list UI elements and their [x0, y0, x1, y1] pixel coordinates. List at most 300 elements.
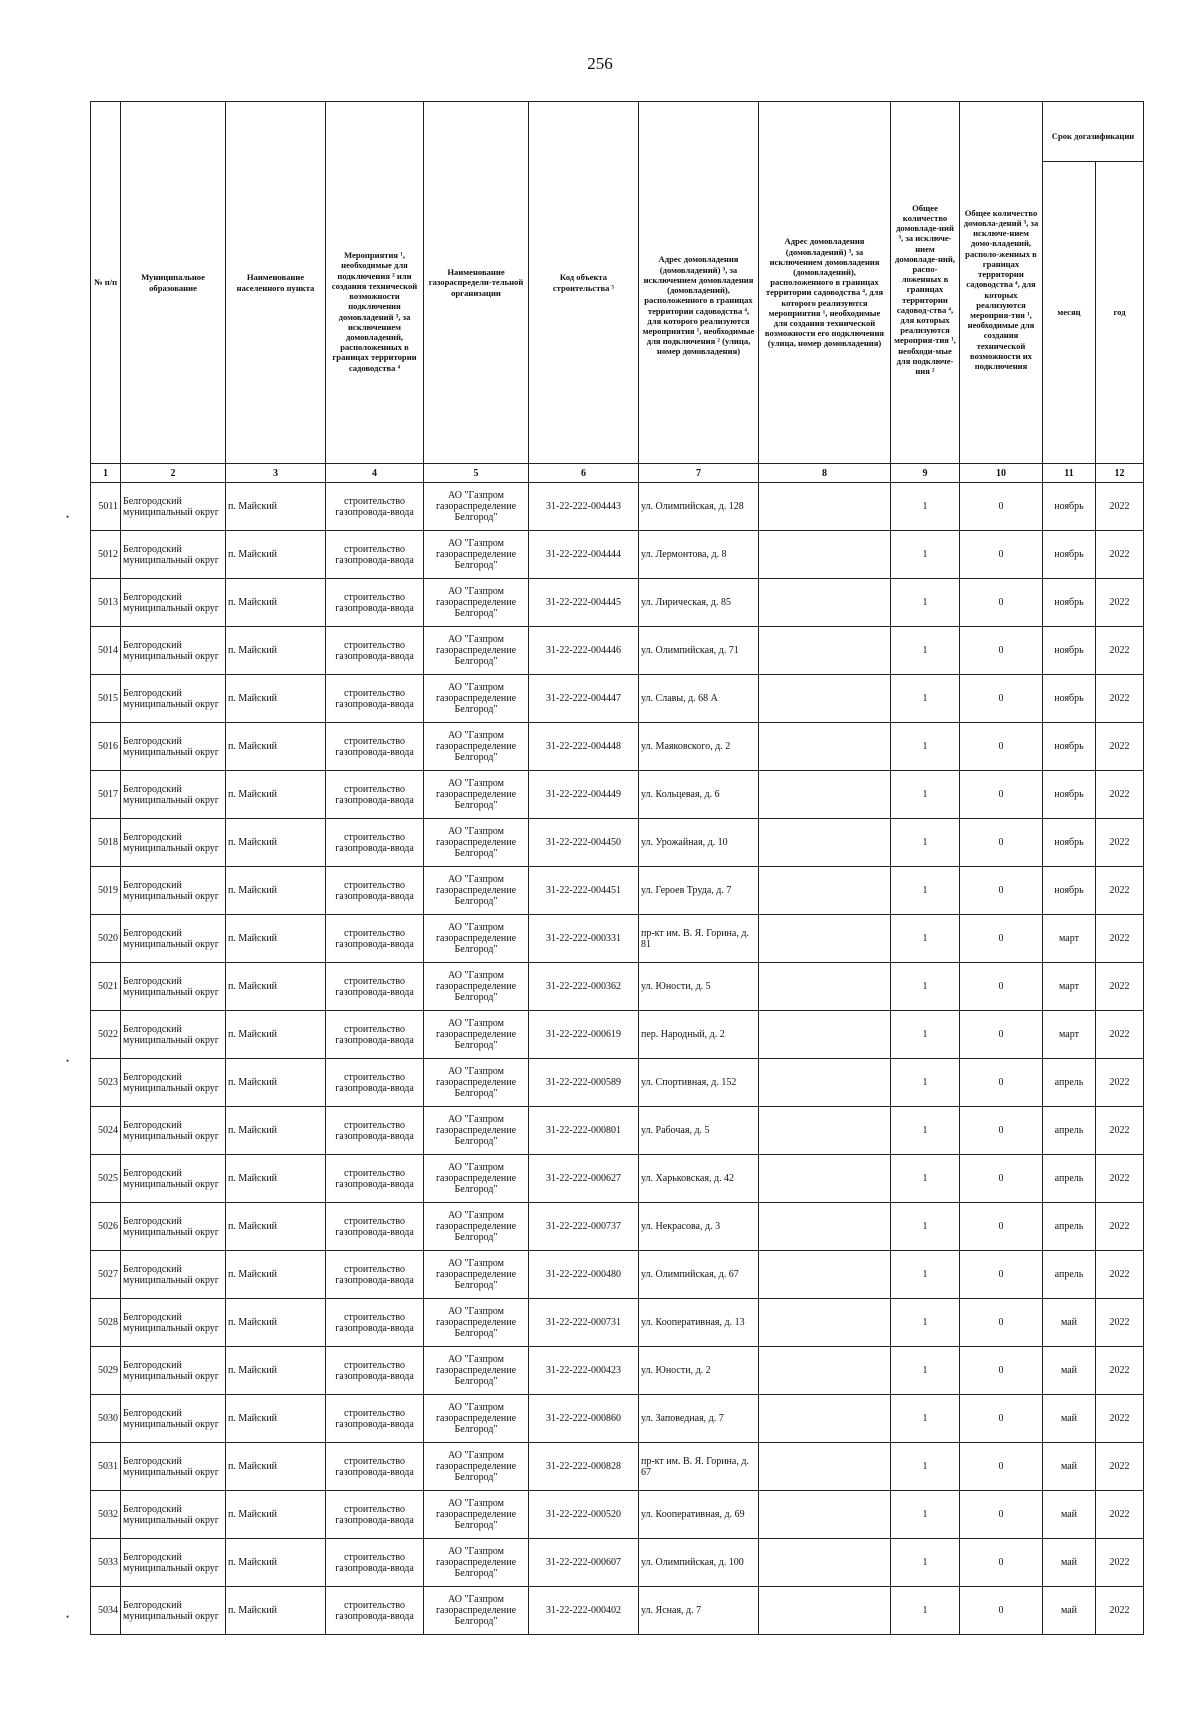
object-code-cell: 31-22-222-000737 — [529, 1203, 639, 1251]
object-code-cell: 31-22-222-004446 — [529, 627, 639, 675]
column-number: 10 — [960, 464, 1043, 483]
measure-cell: строительство газопровода-ввода — [326, 819, 424, 867]
settlement-cell: п. Майский — [226, 819, 326, 867]
settlement-cell: п. Майский — [226, 531, 326, 579]
count-connect-cell: 1 — [891, 1299, 960, 1347]
column-number: 4 — [326, 464, 424, 483]
municipality-cell: Белгородский муниципальный округ — [121, 627, 226, 675]
row-number: 5027 — [91, 1251, 121, 1299]
column-number: 7 — [639, 464, 759, 483]
address-connect-cell: ул. Юности, д. 2 — [639, 1347, 759, 1395]
measure-cell: строительство газопровода-ввода — [326, 963, 424, 1011]
municipality-cell: Белгородский муниципальный округ — [121, 771, 226, 819]
table-row — [91, 627, 1144, 675]
measure-cell: строительство газопровода-ввода — [326, 483, 424, 531]
object-code-cell: 31-22-222-000828 — [529, 1443, 639, 1491]
month-cell: март — [1043, 1011, 1096, 1059]
count-tech-cell: 0 — [960, 579, 1043, 627]
count-tech-cell: 0 — [960, 1299, 1043, 1347]
table-row — [91, 1011, 1144, 1059]
count-tech-cell: 0 — [960, 1251, 1043, 1299]
year-cell: 2022 — [1096, 1155, 1144, 1203]
measure-cell: строительство газопровода-ввода — [326, 1251, 424, 1299]
measure-cell: строительство газопровода-ввода — [326, 771, 424, 819]
settlement-cell: п. Майский — [226, 675, 326, 723]
settlement-cell: п. Майский — [226, 1347, 326, 1395]
address-connect-cell: ул. Олимпийская, д. 67 — [639, 1251, 759, 1299]
address-tech-cell — [759, 867, 891, 915]
month-cell: апрель — [1043, 1251, 1096, 1299]
settlement-cell: п. Майский — [226, 1059, 326, 1107]
settlement-cell: п. Майский — [226, 483, 326, 531]
address-connect-cell: пр-кт им. В. Я. Горина, д. 67 — [639, 1443, 759, 1491]
row-number: 5020 — [91, 915, 121, 963]
count-connect-cell: 1 — [891, 1587, 960, 1635]
gasification-table — [90, 101, 1144, 1635]
settlement-cell: п. Майский — [226, 915, 326, 963]
address-connect-cell: ул. Юности, д. 5 — [639, 963, 759, 1011]
month-cell: ноябрь — [1043, 771, 1096, 819]
margin-mark: • — [66, 1056, 70, 1066]
count-connect-cell: 1 — [891, 675, 960, 723]
page-number: 256 — [587, 54, 613, 73]
object-code-cell: 31-22-222-000362 — [529, 963, 639, 1011]
count-tech-cell: 0 — [960, 915, 1043, 963]
year-cell: 2022 — [1096, 1251, 1144, 1299]
object-code-cell: 31-22-222-004448 — [529, 723, 639, 771]
count-connect-cell: 1 — [891, 819, 960, 867]
count-connect-cell: 1 — [891, 1011, 960, 1059]
gas-org-cell: АО "Газпром газораспределение Белгород" — [424, 1299, 529, 1347]
object-code-cell: 31-22-222-004447 — [529, 675, 639, 723]
table-row — [91, 1251, 1144, 1299]
month-cell: март — [1043, 915, 1096, 963]
measure-cell: строительство газопровода-ввода — [326, 1587, 424, 1635]
year-cell: 2022 — [1096, 1491, 1144, 1539]
measure-cell: строительство газопровода-ввода — [326, 915, 424, 963]
row-number: 5024 — [91, 1107, 121, 1155]
gas-org-cell: АО "Газпром газораспределение Белгород" — [424, 531, 529, 579]
count-tech-cell: 0 — [960, 1155, 1043, 1203]
address-tech-cell — [759, 1443, 891, 1491]
gas-org-cell: АО "Газпром газораспределение Белгород" — [424, 1587, 529, 1635]
month-cell: май — [1043, 1491, 1096, 1539]
header-municipality: Муниципальное образование — [121, 102, 226, 464]
municipality-cell: Белгородский муниципальный округ — [121, 1059, 226, 1107]
count-connect-cell: 1 — [891, 963, 960, 1011]
address-tech-cell — [759, 483, 891, 531]
gas-org-cell: АО "Газпром газораспределение Белгород" — [424, 819, 529, 867]
header-settlement: Наименование населенного пункта — [226, 102, 326, 464]
settlement-cell: п. Майский — [226, 627, 326, 675]
month-cell: апрель — [1043, 1203, 1096, 1251]
row-number: 5015 — [91, 675, 121, 723]
month-cell: апрель — [1043, 1059, 1096, 1107]
year-cell: 2022 — [1096, 1443, 1144, 1491]
column-number: 1 — [91, 464, 121, 483]
settlement-cell: п. Майский — [226, 771, 326, 819]
header-gas-org: Наименование газораспредели-тельной организации — [424, 102, 529, 464]
gas-org-cell: АО "Газпром газораспределение Белгород" — [424, 1011, 529, 1059]
row-number: 5025 — [91, 1155, 121, 1203]
count-tech-cell: 0 — [960, 531, 1043, 579]
measure-cell: строительство газопровода-ввода — [326, 1107, 424, 1155]
address-tech-cell — [759, 675, 891, 723]
table-row — [91, 723, 1144, 771]
settlement-cell: п. Майский — [226, 1587, 326, 1635]
count-connect-cell: 1 — [891, 915, 960, 963]
settlement-cell: п. Майский — [226, 1251, 326, 1299]
measure-cell: строительство газопровода-ввода — [326, 867, 424, 915]
measure-cell: строительство газопровода-ввода — [326, 627, 424, 675]
count-connect-cell: 1 — [891, 1251, 960, 1299]
month-cell: май — [1043, 1443, 1096, 1491]
row-number: 5022 — [91, 1011, 121, 1059]
settlement-cell: п. Майский — [226, 1107, 326, 1155]
table-row — [91, 1347, 1144, 1395]
municipality-cell: Белгородский муниципальный округ — [121, 1155, 226, 1203]
row-number: 5019 — [91, 867, 121, 915]
object-code-cell: 31-22-222-000607 — [529, 1539, 639, 1587]
settlement-cell: п. Майский — [226, 1443, 326, 1491]
year-cell: 2022 — [1096, 675, 1144, 723]
table-row — [91, 1203, 1144, 1251]
settlement-cell: п. Майский — [226, 1011, 326, 1059]
object-code-cell: 31-22-222-000619 — [529, 1011, 639, 1059]
measure-cell: строительство газопровода-ввода — [326, 675, 424, 723]
year-cell: 2022 — [1096, 579, 1144, 627]
count-tech-cell: 0 — [960, 1011, 1043, 1059]
address-connect-cell: ул. Олимпийская, д. 128 — [639, 483, 759, 531]
measure-cell: строительство газопровода-ввода — [326, 1011, 424, 1059]
municipality-cell: Белгородский муниципальный округ — [121, 963, 226, 1011]
count-connect-cell: 1 — [891, 1155, 960, 1203]
address-tech-cell — [759, 531, 891, 579]
month-cell: ноябрь — [1043, 483, 1096, 531]
settlement-cell: п. Майский — [226, 1203, 326, 1251]
row-number: 5012 — [91, 531, 121, 579]
address-tech-cell — [759, 1539, 891, 1587]
gas-org-cell: АО "Газпром газораспределение Белгород" — [424, 915, 529, 963]
gas-org-cell: АО "Газпром газораспределение Белгород" — [424, 723, 529, 771]
gas-org-cell: АО "Газпром газораспределение Белгород" — [424, 483, 529, 531]
gas-org-cell: АО "Газпром газораспределение Белгород" — [424, 867, 529, 915]
count-connect-cell: 1 — [891, 771, 960, 819]
row-number: 5011 — [91, 483, 121, 531]
row-number: 5013 — [91, 579, 121, 627]
object-code-cell: 31-22-222-004450 — [529, 819, 639, 867]
address-connect-cell: ул. Лирическая, д. 85 — [639, 579, 759, 627]
address-connect-cell: пр-кт им. В. Я. Горина, д. 81 — [639, 915, 759, 963]
municipality-cell: Белгородский муниципальный округ — [121, 1347, 226, 1395]
month-cell: ноябрь — [1043, 579, 1096, 627]
object-code-cell: 31-22-222-000331 — [529, 915, 639, 963]
measure-cell: строительство газопровода-ввода — [326, 1347, 424, 1395]
table-row — [91, 483, 1144, 531]
gas-org-cell: АО "Газпром газораспределение Белгород" — [424, 1491, 529, 1539]
row-number: 5028 — [91, 1299, 121, 1347]
year-cell: 2022 — [1096, 963, 1144, 1011]
count-tech-cell: 0 — [960, 627, 1043, 675]
municipality-cell: Белгородский муниципальный округ — [121, 1011, 226, 1059]
settlement-cell: п. Майский — [226, 579, 326, 627]
count-connect-cell: 1 — [891, 1395, 960, 1443]
table-row — [91, 1059, 1144, 1107]
municipality-cell: Белгородский муниципальный округ — [121, 1539, 226, 1587]
municipality-cell: Белгородский муниципальный округ — [121, 819, 226, 867]
municipality-cell: Белгородский муниципальный округ — [121, 1443, 226, 1491]
gas-org-cell: АО "Газпром газораспределение Белгород" — [424, 1539, 529, 1587]
measure-cell: строительство газопровода-ввода — [326, 1059, 424, 1107]
address-connect-cell: ул. Лермонтова, д. 8 — [639, 531, 759, 579]
municipality-cell: Белгородский муниципальный округ — [121, 531, 226, 579]
month-cell: ноябрь — [1043, 531, 1096, 579]
object-code-cell: 31-22-222-004443 — [529, 483, 639, 531]
year-cell: 2022 — [1096, 1299, 1144, 1347]
municipality-cell: Белгородский муниципальный округ — [121, 1203, 226, 1251]
gas-org-cell: АО "Газпром газораспределение Белгород" — [424, 963, 529, 1011]
count-connect-cell: 1 — [891, 1443, 960, 1491]
address-tech-cell — [759, 1491, 891, 1539]
address-connect-cell: ул. Кооперативная, д. 69 — [639, 1491, 759, 1539]
object-code-cell: 31-22-222-000520 — [529, 1491, 639, 1539]
object-code-cell: 31-22-222-000480 — [529, 1251, 639, 1299]
measure-cell: строительство газопровода-ввода — [326, 531, 424, 579]
municipality-cell: Белгородский муниципальный округ — [121, 579, 226, 627]
margin-mark: • — [66, 1612, 70, 1622]
row-number: 5026 — [91, 1203, 121, 1251]
column-number: 6 — [529, 464, 639, 483]
header-year: год — [1096, 162, 1144, 464]
address-connect-cell: ул. Маяковского, д. 2 — [639, 723, 759, 771]
municipality-cell: Белгородский муниципальный округ — [121, 1251, 226, 1299]
table-row — [91, 1587, 1144, 1635]
address-tech-cell — [759, 723, 891, 771]
municipality-cell: Белгородский муниципальный округ — [121, 1299, 226, 1347]
object-code-cell: 31-22-222-000860 — [529, 1395, 639, 1443]
row-number: 5030 — [91, 1395, 121, 1443]
address-tech-cell — [759, 963, 891, 1011]
measure-cell: строительство газопровода-ввода — [326, 1395, 424, 1443]
table-row — [91, 963, 1144, 1011]
gas-org-cell: АО "Газпром газораспределение Белгород" — [424, 1251, 529, 1299]
count-connect-cell: 1 — [891, 579, 960, 627]
year-cell: 2022 — [1096, 1587, 1144, 1635]
address-tech-cell — [759, 1395, 891, 1443]
year-cell: 2022 — [1096, 915, 1144, 963]
count-tech-cell: 0 — [960, 819, 1043, 867]
address-tech-cell — [759, 1059, 891, 1107]
row-number: 5029 — [91, 1347, 121, 1395]
month-cell: май — [1043, 1395, 1096, 1443]
measure-cell: строительство газопровода-ввода — [326, 579, 424, 627]
gas-org-cell: АО "Газпром газораспределение Белгород" — [424, 675, 529, 723]
address-connect-cell: ул. Спортивная, д. 152 — [639, 1059, 759, 1107]
object-code-cell: 31-22-222-000589 — [529, 1059, 639, 1107]
settlement-cell: п. Майский — [226, 1299, 326, 1347]
year-cell: 2022 — [1096, 867, 1144, 915]
address-connect-cell: ул. Некрасова, д. 3 — [639, 1203, 759, 1251]
count-tech-cell: 0 — [960, 771, 1043, 819]
table-row — [91, 867, 1144, 915]
settlement-cell: п. Майский — [226, 963, 326, 1011]
gas-org-cell: АО "Газпром газораспределение Белгород" — [424, 1155, 529, 1203]
gas-org-cell: АО "Газпром газораспределение Белгород" — [424, 627, 529, 675]
row-number: 5014 — [91, 627, 121, 675]
header-month: месяц — [1043, 162, 1096, 464]
row-number: 5031 — [91, 1443, 121, 1491]
address-connect-cell: пер. Народный, д. 2 — [639, 1011, 759, 1059]
measure-cell: строительство газопровода-ввода — [326, 1443, 424, 1491]
object-code-cell: 31-22-222-000423 — [529, 1347, 639, 1395]
month-cell: апрель — [1043, 1155, 1096, 1203]
count-tech-cell: 0 — [960, 483, 1043, 531]
object-code-cell: 31-22-222-000627 — [529, 1155, 639, 1203]
month-cell: апрель — [1043, 1107, 1096, 1155]
address-tech-cell — [759, 771, 891, 819]
row-number: 5032 — [91, 1491, 121, 1539]
year-cell: 2022 — [1096, 1011, 1144, 1059]
count-connect-cell: 1 — [891, 531, 960, 579]
address-tech-cell — [759, 1107, 891, 1155]
count-tech-cell: 0 — [960, 1203, 1043, 1251]
address-tech-cell — [759, 1155, 891, 1203]
municipality-cell: Белгородский муниципальный округ — [121, 675, 226, 723]
gas-org-cell: АО "Газпром газораспределение Белгород" — [424, 1059, 529, 1107]
column-number: 5 — [424, 464, 529, 483]
address-tech-cell — [759, 1587, 891, 1635]
object-code-cell: 31-22-222-000402 — [529, 1587, 639, 1635]
address-connect-cell: ул. Славы, д. 68 А — [639, 675, 759, 723]
month-cell: ноябрь — [1043, 627, 1096, 675]
count-connect-cell: 1 — [891, 1107, 960, 1155]
measure-cell: строительство газопровода-ввода — [326, 1299, 424, 1347]
month-cell: май — [1043, 1299, 1096, 1347]
count-tech-cell: 0 — [960, 1347, 1043, 1395]
column-number: 9 — [891, 464, 960, 483]
object-code-cell: 31-22-222-000731 — [529, 1299, 639, 1347]
table-row — [91, 531, 1144, 579]
table-row — [91, 675, 1144, 723]
table-row — [91, 1155, 1144, 1203]
month-cell: ноябрь — [1043, 819, 1096, 867]
table-row — [91, 819, 1144, 867]
year-cell: 2022 — [1096, 819, 1144, 867]
address-tech-cell — [759, 1251, 891, 1299]
object-code-cell: 31-22-222-000801 — [529, 1107, 639, 1155]
measure-cell: строительство газопровода-ввода — [326, 1539, 424, 1587]
row-number: 5016 — [91, 723, 121, 771]
count-tech-cell: 0 — [960, 1587, 1043, 1635]
row-number: 5018 — [91, 819, 121, 867]
address-tech-cell — [759, 579, 891, 627]
year-cell: 2022 — [1096, 483, 1144, 531]
header-deadline: Срок догазификации — [1043, 102, 1144, 162]
settlement-cell: п. Майский — [226, 1491, 326, 1539]
year-cell: 2022 — [1096, 1539, 1144, 1587]
address-tech-cell — [759, 1299, 891, 1347]
address-tech-cell — [759, 915, 891, 963]
column-number: 12 — [1096, 464, 1144, 483]
column-number: 2 — [121, 464, 226, 483]
gas-org-cell: АО "Газпром газораспределение Белгород" — [424, 1395, 529, 1443]
measure-cell: строительство газопровода-ввода — [326, 1203, 424, 1251]
gas-org-cell: АО "Газпром газораспределение Белгород" — [424, 1347, 529, 1395]
object-code-cell: 31-22-222-004451 — [529, 867, 639, 915]
header-count-connect: Общее количество домовладе-ний ³, за исключе-нием домовладе-ний, распо-ложенных в границах территории садовод-ства ⁴, для которых реализуются мероприя-тия ¹, необходи-мые для подключе-ния ² — [891, 102, 960, 464]
table-row — [91, 1443, 1144, 1491]
address-tech-cell — [759, 1347, 891, 1395]
address-connect-cell: ул. Рабочая, д. 5 — [639, 1107, 759, 1155]
column-number: 3 — [226, 464, 326, 483]
count-tech-cell: 0 — [960, 963, 1043, 1011]
row-number: 5034 — [91, 1587, 121, 1635]
column-number: 8 — [759, 464, 891, 483]
count-connect-cell: 1 — [891, 1347, 960, 1395]
count-tech-cell: 0 — [960, 1443, 1043, 1491]
table-row — [91, 1491, 1144, 1539]
row-number: 5017 — [91, 771, 121, 819]
month-cell: ноябрь — [1043, 675, 1096, 723]
gas-org-cell: АО "Газпром газораспределение Белгород" — [424, 1443, 529, 1491]
municipality-cell: Белгородский муниципальный округ — [121, 1395, 226, 1443]
table-row — [91, 1107, 1144, 1155]
measure-cell: строительство газопровода-ввода — [326, 1155, 424, 1203]
month-cell: май — [1043, 1587, 1096, 1635]
table-row — [91, 1539, 1144, 1587]
header-address-connect: Адрес домовладения (домовладений) ³, за исключением домовладения (домовладений), расположенного в границах территории садоводства ⁴, для которого реализуются мероприятия ¹, необходимые для подключения ² (улица, номер домовладения) — [639, 102, 759, 464]
count-connect-cell: 1 — [891, 1203, 960, 1251]
gas-org-cell: АО "Газпром газораспределение Белгород" — [424, 1203, 529, 1251]
year-cell: 2022 — [1096, 1395, 1144, 1443]
municipality-cell: Белгородский муниципальный округ — [121, 1107, 226, 1155]
header-measures: Мероприятия ¹, необходимые для подключения ² или создания технической возможности подключения домовладений ³, за исключением домовладений, расположенных в границах территории садоводства ⁴ — [326, 102, 424, 464]
year-cell: 2022 — [1096, 1347, 1144, 1395]
count-connect-cell: 1 — [891, 627, 960, 675]
table-row — [91, 1395, 1144, 1443]
object-code-cell: 31-22-222-004444 — [529, 531, 639, 579]
month-cell: май — [1043, 1347, 1096, 1395]
row-number: 5021 — [91, 963, 121, 1011]
count-tech-cell: 0 — [960, 1491, 1043, 1539]
count-tech-cell: 0 — [960, 723, 1043, 771]
municipality-cell: Белгородский муниципальный округ — [121, 867, 226, 915]
count-connect-cell: 1 — [891, 1059, 960, 1107]
address-connect-cell: ул. Заповедная, д. 7 — [639, 1395, 759, 1443]
year-cell: 2022 — [1096, 1059, 1144, 1107]
address-connect-cell: ул. Харьковская, д. 42 — [639, 1155, 759, 1203]
gas-org-cell: АО "Газпром газораспределение Белгород" — [424, 579, 529, 627]
address-connect-cell: ул. Героев Труда, д. 7 — [639, 867, 759, 915]
settlement-cell: п. Майский — [226, 1155, 326, 1203]
settlement-cell: п. Майский — [226, 867, 326, 915]
address-tech-cell — [759, 1203, 891, 1251]
address-tech-cell — [759, 627, 891, 675]
count-connect-cell: 1 — [891, 1539, 960, 1587]
count-connect-cell: 1 — [891, 483, 960, 531]
table-row — [91, 579, 1144, 627]
count-tech-cell: 0 — [960, 1107, 1043, 1155]
header-count-tech: Общее количество домовла-дений ³, за исключе-нием домо-владений, располо-женных в границах территории садоводства ⁴, для которых реализуются мероприя-тия ¹, необходимые для создания технической возможности их подключения — [960, 102, 1043, 464]
table-row — [91, 915, 1144, 963]
month-cell: май — [1043, 1539, 1096, 1587]
header-num: № п/п — [91, 102, 121, 464]
object-code-cell: 31-22-222-004449 — [529, 771, 639, 819]
address-tech-cell — [759, 1011, 891, 1059]
municipality-cell: Белгородский муниципальный округ — [121, 483, 226, 531]
month-cell: март — [1043, 963, 1096, 1011]
settlement-cell: п. Майский — [226, 1539, 326, 1587]
